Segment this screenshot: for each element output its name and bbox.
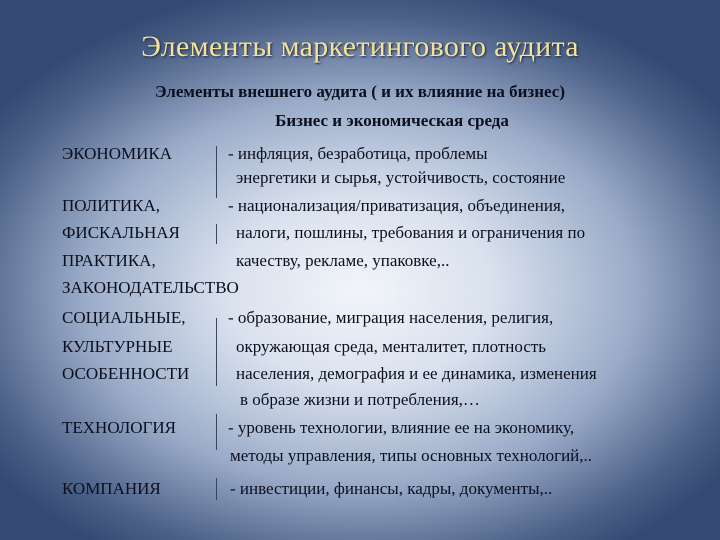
section-heading: Бизнес и экономическая среда [275, 111, 509, 130]
row-desc: населения, демография и ее динамика, изменения [236, 364, 597, 383]
row-desc: методы управления, типы основных технологий,.. [230, 446, 593, 465]
slide-title: Элементы маркетингового аудита [141, 30, 579, 63]
row-desc: окружающая среда, менталитет, плотность [236, 337, 547, 356]
row-desc: качеству, рекламе, упаковке,.. [236, 251, 450, 270]
row-label: ТЕХНОЛОГИЯ [62, 418, 177, 437]
row-label: ФИСКАЛЬНАЯ [62, 223, 180, 242]
row-desc: - инвестиции, финансы, кадры, документы,.. [230, 479, 553, 498]
divider-company [216, 478, 217, 500]
row-label: ПОЛИТИКА, [62, 196, 161, 215]
slide-subtitle: Элементы внешнего аудита ( и их влияние на бизнес) [154, 82, 565, 101]
row-desc: - уровень технологии, влияние ее на экономику, [228, 418, 575, 437]
row-label: КОМПАНИЯ [62, 479, 161, 498]
row-label: ПРАКТИКА, [62, 251, 156, 270]
row-label: СОЦИАЛЬНЫЕ, [62, 308, 186, 327]
row-label: ЭКОНОМИКА [62, 144, 172, 163]
row-label: ЗАКОНОДАТЕЛЬСТВО [62, 278, 239, 297]
row-label: КУЛЬТУРНЫЕ [62, 337, 173, 356]
row-desc: в образе жизни и потребления,… [240, 390, 480, 409]
row-desc: - образование, миграция населения, религия, [228, 308, 554, 327]
divider-technology [216, 414, 217, 450]
divider-politics [216, 224, 217, 244]
row-label: ОСОБЕННОСТИ [62, 364, 190, 383]
divider-social [216, 318, 217, 386]
row-desc: - национализация/приватизация, объединения, [228, 196, 566, 215]
row-desc: налоги, пошлины, требования и ограничения по [236, 223, 586, 242]
row-desc: - инфляция, безработица, проблемы [228, 144, 488, 163]
divider-economy [216, 146, 217, 198]
row-desc: энергетики и сырья, устойчивость, состояние [236, 168, 566, 187]
